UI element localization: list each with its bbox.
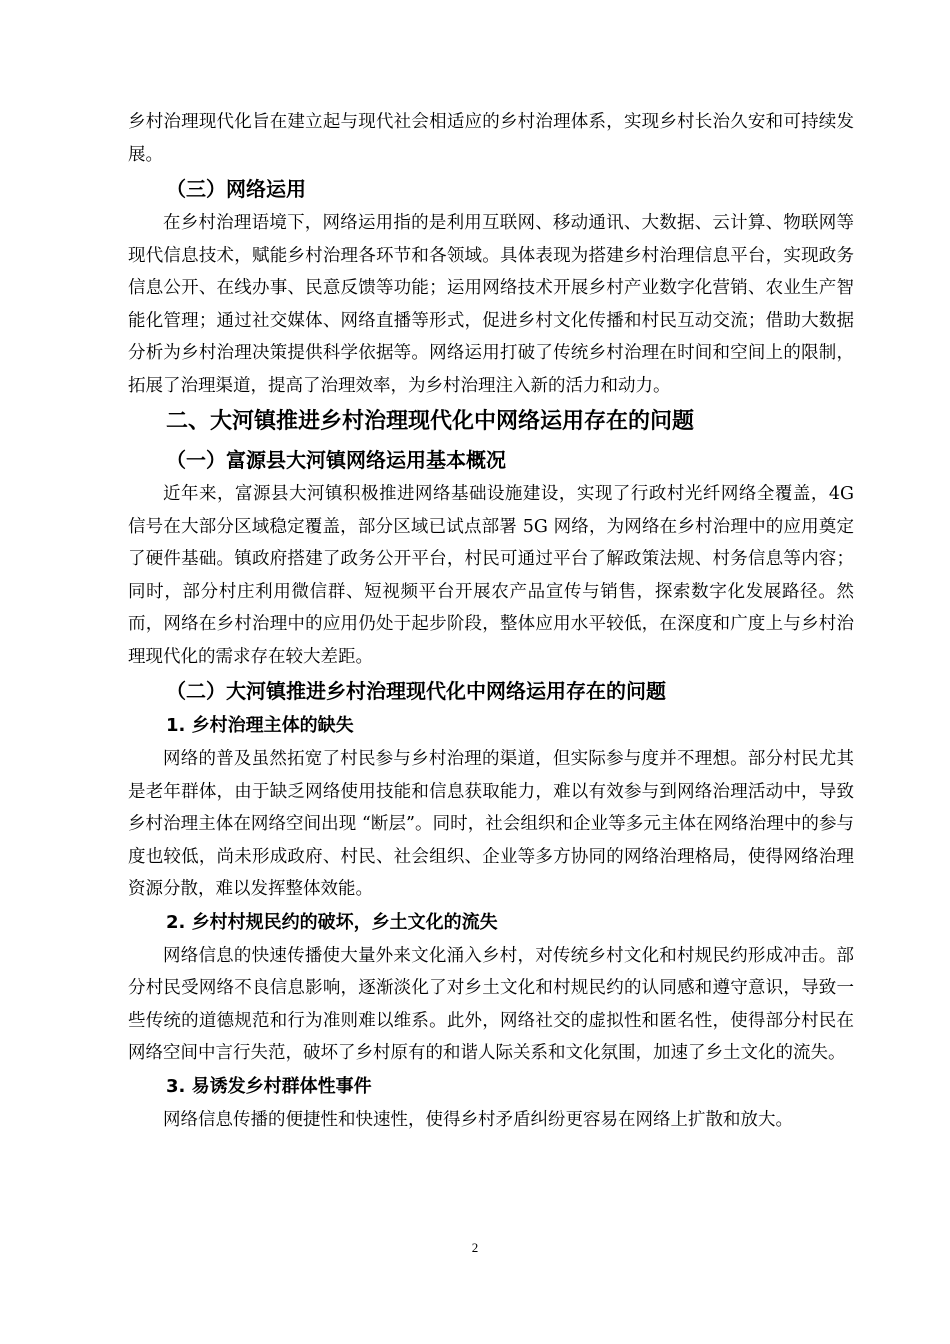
chapter-heading-problems: 二、大河镇推进乡村治理现代化中网络运用存在的问题 — [166, 409, 695, 434]
section-heading-overview: （一）富源县大河镇网络运用基本概况 — [166, 448, 506, 472]
paragraph-intro-continued: 乡村治理现代化旨在建立起与现代社会相适应的乡村治理体系，实现乡村长治久安和可持续发展。 — [128, 112, 854, 165]
section-heading-existing-problems: （二）大河镇推进乡村治理现代化中网络运用存在的问题 — [166, 679, 666, 703]
paragraph-governance-subject: 网络的普及虽然拓宽了村民参与乡村治理的渠道，但实际参与度并不理想。部分村民尤其是老年群体，由于缺乏网络使用技能和信息获取能力，难以有效参与到网络治理活动中，导致乡村治理主体在网络空间出现 “断层”。同时，社会组织和企业等多元主体在网络治理中的参与度也较低，尚未形成政府、村民、社会组织、企业等多方协同的网络治理格局，使得网络治理资源分散，难以发挥整体效能。 — [128, 749, 854, 899]
paragraph-group-incidents: 网络信息传播的便捷性和快速性，使得乡村矛盾纠纷更容易在网络上扩散和放大。 — [163, 1109, 793, 1130]
page-number: 2 — [471, 1240, 479, 1255]
section-heading-network-use: （三）网络运用 — [166, 177, 306, 201]
paragraph-overview: 近年来，富源县大河镇积极推进网络基础设施建设，实现了行政村光纤网络全覆盖，4G 信号在大部分区域稳定覆盖，部分区域已试点部署 5G 网络，为网络在乡村治理中的应用奠定了硬件基础。镇政府搭建了政务公开平台，村民可通过平台了解政策法规、村务信息等内容；同时，部分村庄利用微信群、短视频平台开展农产品宣传与销售，探索数字化发展路径。然而，网络在乡村治理中的应用仍处于起步阶段，整体应用水平较低，在深度和广度上与乡村治理现代化的需求存在较大差距。 — [128, 484, 854, 667]
subheading-village-rules: 2. 乡村村规民约的破坏，乡土文化的流失 — [166, 911, 498, 933]
subheading-governance-subject: 1. 乡村治理主体的缺失 — [166, 715, 354, 736]
document-body — [128, 106, 854, 1136]
paragraph-village-rules: 网络信息的快速传播使大量外来文化涌入乡村，对传统乡村文化和村规民约形成冲击。部分村民受网络不良信息影响，逐渐淡化了对乡土文化和村规民约的认同感和遵守意识，导致一些传统的道德规范和行为准则难以维系。此外，网络社交的虚拟性和匿名性，使得部分村民在网络空间中言行失范，破坏了乡村原有的和谐人际关系和文化氛围，加速了乡土文化的流失。 — [128, 945, 854, 1063]
paragraph-network-use-definition: 在乡村治理语境下，网络运用指的是利用互联网、移动通讯、大数据、云计算、物联网等现代信息技术，赋能乡村治理各环节和各领域。具体表现为搭建乡村治理信息平台，实现政务信息公开、在线办事、民意反馈等功能；运用网络技术开展乡村产业数字化营销、农业生产智能化管理；通过社交媒体、网络直播等形式，促进乡村文化传播和村民互动交流；借助大数据分析为乡村治理决策提供科学依据等。网络运用打破了传统乡村治理在时间和空间上的限制，拓展了治理渠道，提高了治理效率，为乡村治理注入新的活力和动力。 — [128, 213, 854, 396]
subheading-group-incidents: 3. 易诱发乡村群体性事件 — [166, 1075, 372, 1097]
